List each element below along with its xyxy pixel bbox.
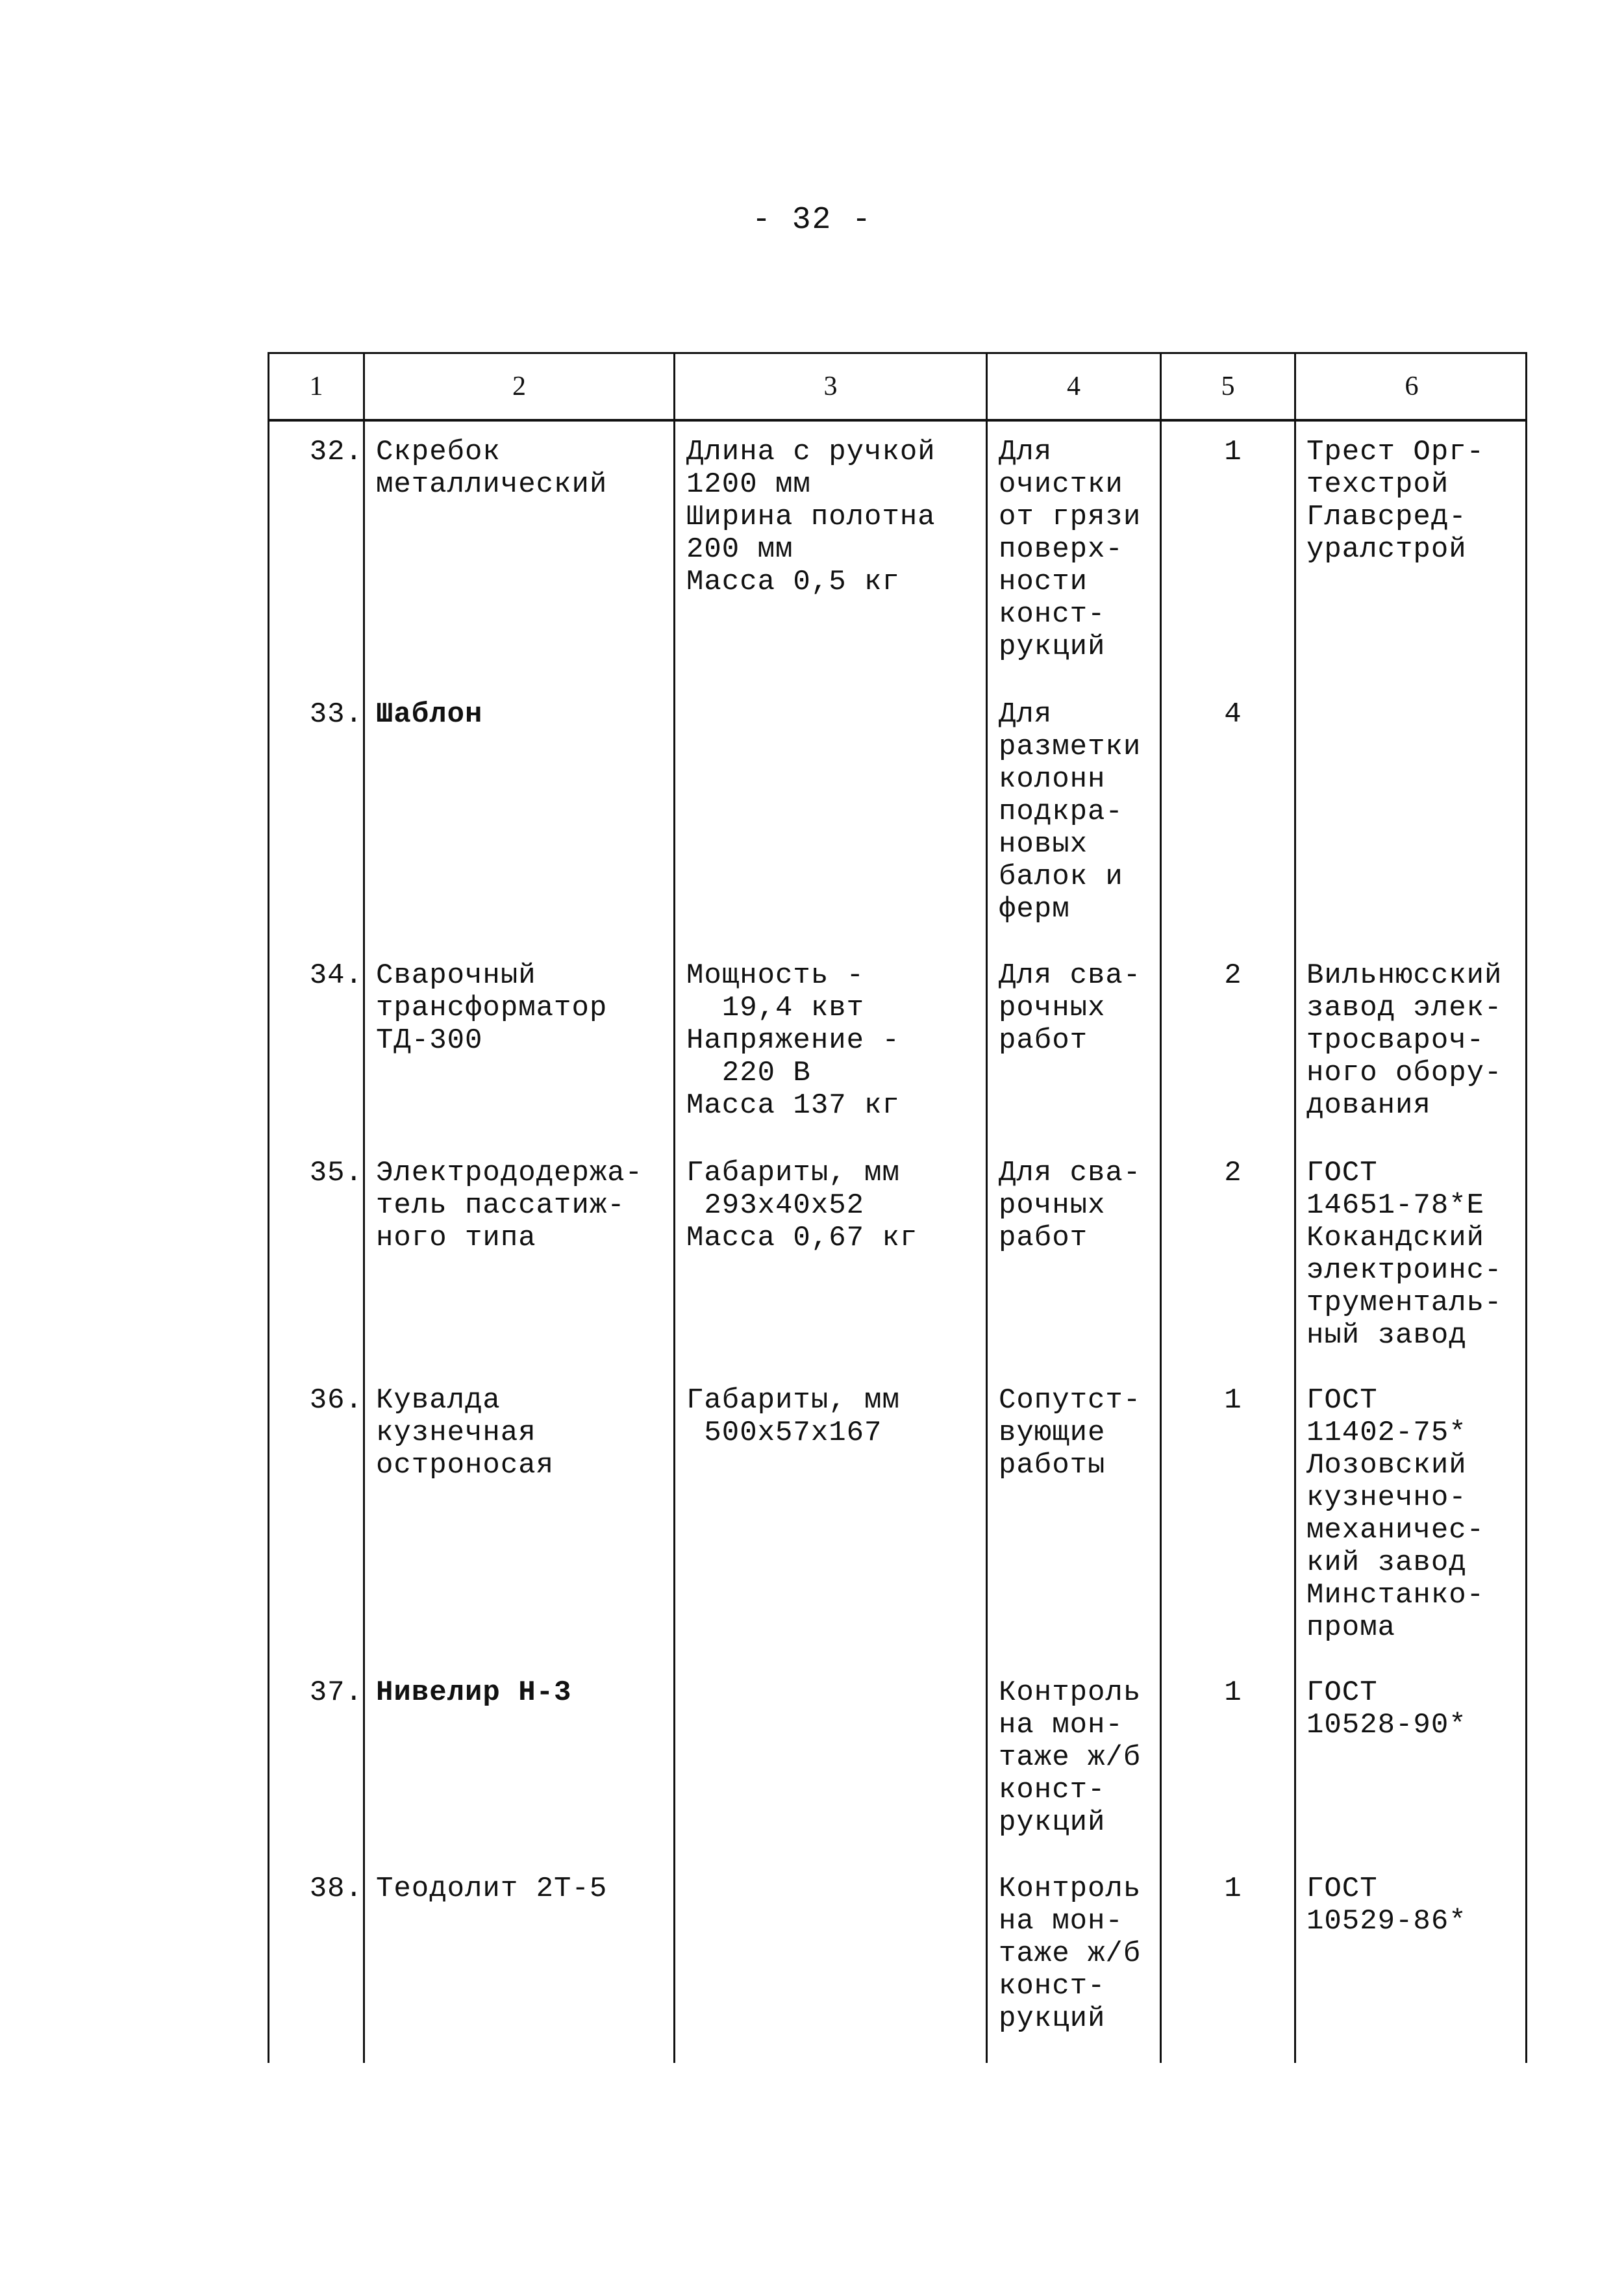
row-number: 33. bbox=[309, 698, 363, 731]
item-source: ГОСТ 11402-75* Лозовский кузнечно- механичес- кий завод Минстанко- прома bbox=[1306, 1384, 1485, 1644]
item-source: ГОСТ 10528-90* bbox=[1306, 1676, 1467, 1741]
page-number: - 32 - bbox=[752, 203, 872, 238]
item-quantity: 1 bbox=[1224, 1873, 1242, 1905]
header-col-6: 6 bbox=[1405, 372, 1419, 401]
item-purpose: Для очистки от грязи поверх- ности конст- рукций bbox=[999, 436, 1142, 663]
column-divider bbox=[363, 354, 365, 2063]
row-number: 35. bbox=[309, 1157, 363, 1189]
row-number: 38. bbox=[309, 1873, 363, 1905]
item-source: ГОСТ 10529-86* bbox=[1306, 1873, 1467, 1938]
column-divider bbox=[1294, 354, 1296, 2063]
row-number: 36. bbox=[309, 1384, 363, 1417]
item-purpose: Для сва- рочных работ bbox=[999, 1157, 1142, 1254]
item-name: Электрододержа- тель пассатиж- ного типа bbox=[376, 1157, 643, 1254]
header-col-4: 4 bbox=[1067, 372, 1081, 401]
item-quantity: 1 bbox=[1224, 1676, 1242, 1709]
item-spec: Габариты, мм 293х40х52 Масса 0,67 кг bbox=[686, 1157, 918, 1254]
item-name: Нивелир Н-3 bbox=[376, 1676, 572, 1709]
item-source: Трест Орг- техстрой Главсред- уралстрой bbox=[1306, 436, 1485, 566]
item-name: Шаблон bbox=[376, 698, 483, 731]
item-spec: Мощность - 19,4 квт Напряжение - 220 В Масса 137 кг bbox=[686, 959, 900, 1122]
row-number: 34. bbox=[309, 959, 363, 992]
item-name: Скребок металлический bbox=[376, 436, 608, 501]
item-name: Сварочный трансформатор ТД-300 bbox=[376, 959, 608, 1057]
item-spec: Длина с ручкой 1200 мм Ширина полотна 200 мм Масса 0,5 кг bbox=[686, 436, 936, 598]
equipment-table bbox=[268, 352, 1527, 2063]
item-purpose: Для сва- рочных работ bbox=[999, 959, 1142, 1057]
item-purpose: Контроль на мон- таже ж/б конст- рукций bbox=[999, 1676, 1142, 1839]
header-col-1: 1 bbox=[309, 372, 323, 401]
item-quantity: 4 bbox=[1224, 698, 1242, 731]
header-col-3: 3 bbox=[823, 372, 838, 401]
header-divider bbox=[269, 419, 1525, 422]
header-col-5: 5 bbox=[1221, 372, 1235, 401]
item-spec: Габариты, мм 500х57х167 bbox=[686, 1384, 900, 1449]
item-quantity: 2 bbox=[1224, 1157, 1242, 1189]
item-name: Кувалда кузнечная остроносая bbox=[376, 1384, 555, 1482]
item-name: Теодолит 2Т-5 bbox=[376, 1873, 608, 1905]
item-quantity: 2 bbox=[1224, 959, 1242, 992]
header-col-2: 2 bbox=[512, 372, 526, 401]
item-purpose: Контроль на мон- таже ж/б конст- рукций bbox=[999, 1873, 1142, 2035]
item-purpose: Сопутст- вующие работы bbox=[999, 1384, 1142, 1482]
item-source: ГОСТ 14651-78*Е Кокандский электроинс- трументаль- ный завод bbox=[1306, 1157, 1503, 1352]
item-quantity: 1 bbox=[1224, 436, 1242, 468]
row-number: 37. bbox=[309, 1676, 363, 1709]
item-quantity: 1 bbox=[1224, 1384, 1242, 1417]
row-number: 32. bbox=[309, 436, 363, 468]
item-purpose: Для разметки колонн подкра- новых балок и ферм bbox=[999, 698, 1142, 926]
item-source: Вильнюсский завод элек- тросвароч- ного обору- дования bbox=[1306, 959, 1503, 1122]
